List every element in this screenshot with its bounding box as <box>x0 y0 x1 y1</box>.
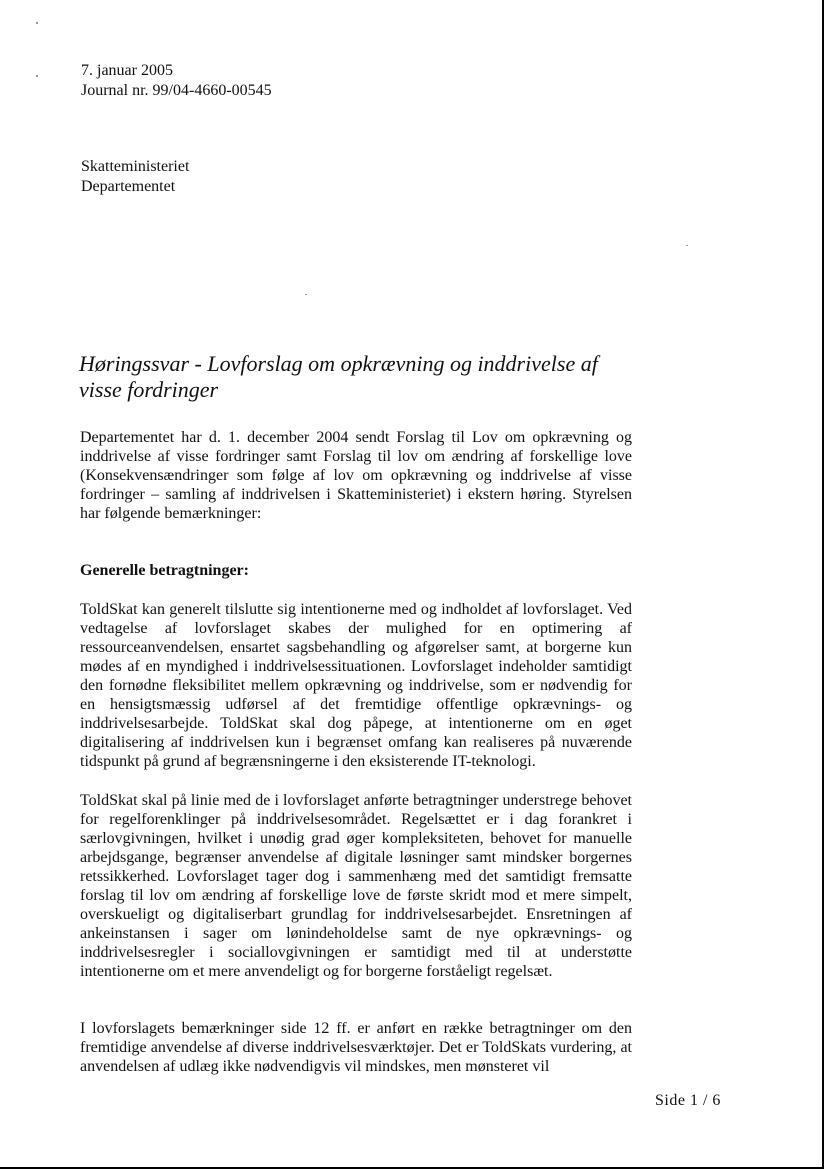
recipient-department: Departementet <box>81 178 176 195</box>
section-heading: Generelle betragtninger: <box>80 562 249 579</box>
recipient-block <box>81 157 189 197</box>
scan-speck <box>36 75 38 77</box>
scan-speck <box>305 294 307 295</box>
body-paragraph: ToldSkat kan generelt tilslutte sig intentionerne med og indholdet af lovforslaget. Ved vedtagelse af lovforslaget skabes der mulighed for en optimering af ressourceanvendelsen, ensartet sagsbehandling og afgørelser samt, at borgerne kun mødes af en myndighed i inddrivelsessituationen. Lovforslaget indeholder samtidigt den fornødne fleksibilitet mellem opkrævning og inddrivelse, som er nødvendig for en hensigtsmæssig udførsel af det fremtidige offentlige opkrævnings- og inddrivelsesarbejde. ToldSkat skal dog påpege, at intentionerne om en øget digitalisering af inddrivelsen kun i begrænset omfang kan realiseres på nuværende tidspunkt på grund af begrænsningerne i den eksisterende IT-teknologi. <box>80 601 632 770</box>
letter-date: 7. januar 2005 <box>81 62 173 79</box>
intro-paragraph: Departementet har d. 1. december 2004 sendt Forslag til Lov om opkrævning og inddrivelse af visse fordringer samt Forslag til lov om ændring af forskellige love (Konsekvensændringer som følge af lov om opkrævning og inddrivelse af visse fordringer – samling af inddrivelsen i Skatteministeriet) i ekstern høring. Styrelsen har følgende bemærkninger: <box>80 429 632 522</box>
recipient-ministry: Skatteministeriet <box>81 158 190 175</box>
journal-number: Journal nr. 99/04-4660-00545 <box>81 82 272 99</box>
body-paragraph: ToldSkat skal på linie med de i lovforslaget anførte betragtninger understrege behovet for regelforenklinger på inddrivelsesområdet. Regelsættet er i dag forankret i særlovgivningen, hvilket i unødig grad øger kompleksiteten, behovet for manuelle arbejdsgange, begrænser anvendelse af digitale løsninger samt mindsker borgernes retssikkerhed. Lovforslaget tager dog i sammenhæng med det samtidigt fremsatte forslag til lov om ændring af forskellige love de første skridt mod et mere simpelt, overskueligt og digitaliserbart grundlag for inddrivelsesarbejdet. Ensretningen af ankeinstansen i sager om lønindeholdelse samt de nye opkrævnings- og inddrivelsesregler i sociallovgivningen er samtidigt med til at understøtte intentionerne om et mere anvendeligt og for borgerne forståeligt regelsæt. <box>80 792 632 980</box>
page-number: Side 1 / 6 <box>655 1092 721 1109</box>
document-title: Høringssvar - Lovforslag om opkrævning og inddrivelse af visse fordringer <box>79 351 598 402</box>
body-paragraph: I lovforslagets bemærkninger side 12 ff. er anført en række betragtninger om den fremtidige anvendelse af diverse inddrivelsesværktøjer. Det er ToldSkats vurdering, at anvendelsen af udlæg ikke nødvendigvis vil mindskes, men mønsteret vil <box>80 1020 632 1075</box>
scan-speck <box>686 245 688 246</box>
scan-speck <box>36 22 38 24</box>
letter-header <box>81 61 272 101</box>
